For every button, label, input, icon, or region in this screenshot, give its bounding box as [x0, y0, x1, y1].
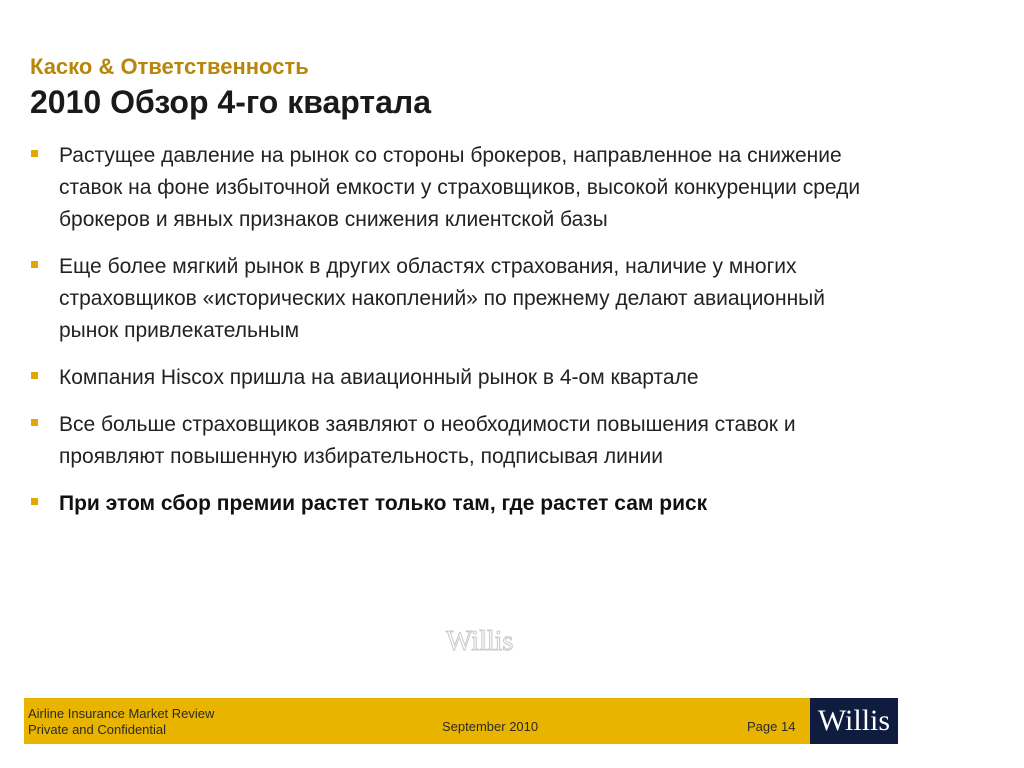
bullet-item	[30, 140, 880, 236]
bullet-item	[30, 362, 880, 394]
bullet-text: Все больше страховщиков заявляют о необходимости повышения ставок и проявляют повышенную избирательность, подписывая линии	[59, 413, 796, 468]
footer-doc-title: Airline Insurance Market Review	[28, 706, 215, 721]
bullet-list	[30, 140, 880, 535]
footer-page-number: Page 14	[747, 719, 796, 734]
slide-title: 2010 Обзор 4-го квартала	[30, 84, 431, 120]
bullet-item	[30, 251, 880, 347]
bullet-square-icon	[31, 372, 38, 379]
bullet-item-emphasis	[30, 488, 880, 520]
bullet-square-icon	[31, 419, 38, 426]
bullet-text: Компания Hiscox пришла на авиационный рынок в 4-ом квартале	[59, 366, 699, 389]
footer-document-info	[28, 706, 214, 738]
bullet-square-icon	[31, 261, 38, 268]
willis-logo-text: Willis	[817, 704, 891, 737]
footer-date: September 2010	[442, 719, 539, 734]
bullet-text: Еще более мягкий рынок в других областях страхования, наличие у многих страховщиков «исторических накоплений» по прежнему делают авиационный рынок привлекательным	[59, 255, 826, 342]
footer-confidential-label: Private and Confidential	[28, 722, 167, 737]
bullet-square-icon	[31, 150, 38, 157]
willis-logo	[810, 698, 898, 744]
bullet-square-icon	[31, 498, 38, 505]
willis-watermark-logo: Willis	[446, 626, 514, 657]
slide-subtitle: Каско & Ответственность	[30, 54, 309, 79]
bullet-text: Растущее давление на рынок со стороны брокеров, направленное на снижение ставок на фоне избыточной емкости у страховщиков, высокой конкуренции среди брокеров и явных признаков снижения клиентской базы	[59, 144, 861, 231]
bullet-item	[30, 409, 880, 473]
footer-bar	[24, 698, 898, 744]
bullet-text: При этом сбор премии растет только там, где растет сам риск	[59, 492, 708, 515]
